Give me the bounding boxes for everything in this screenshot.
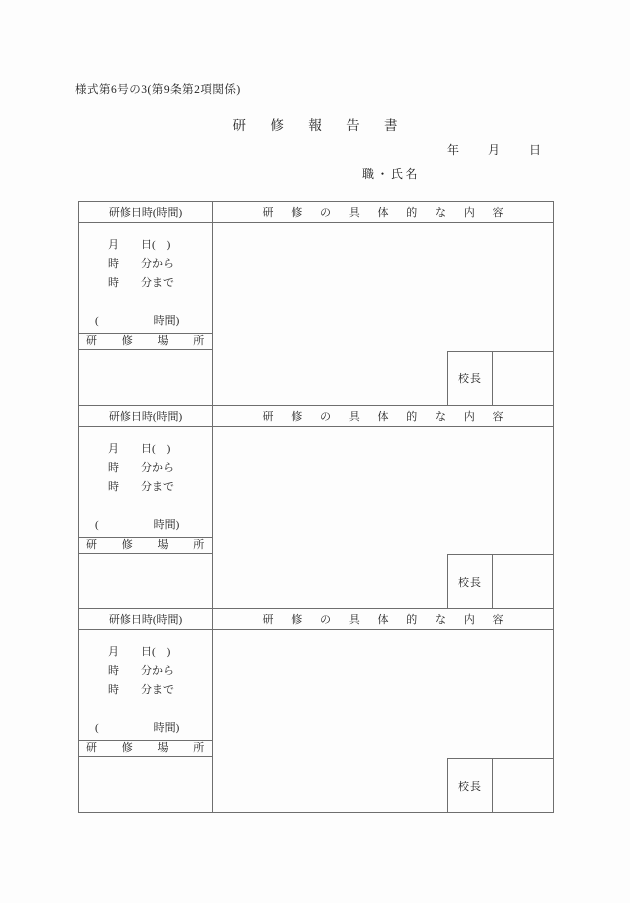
training-place-label: 研 修 場 所 [79,334,212,350]
report-section-3 [79,608,553,812]
training-content-header: 研 修 の 具 体 的 な 内 容 [262,207,504,219]
training-content-cell [213,630,553,812]
principal-stamp-cell [493,352,553,405]
month-day-line: 月 日( ) [108,239,171,251]
principal-stamp-cell [493,759,553,812]
section-header-row [79,609,553,630]
section-header-row [79,406,553,427]
time-to-line: 時 分まで [108,684,174,697]
principal-approval-box [447,758,553,812]
training-content-header: 研 修 の 具 体 的 な 内 容 [262,410,504,423]
datetime-column [79,630,213,812]
training-content-header: 研 修 の 具 体 的 な 内 容 [262,614,504,627]
principal-approval-box [447,351,553,405]
time-from-line: 時 分から [108,665,174,678]
report-section-2 [79,405,553,609]
month-day-line: 月 日( ) [108,646,171,659]
report-section-1 [79,202,553,405]
training-datetime-cell [79,630,212,741]
principal-approval-box [447,554,553,608]
total-hours-line: ( 時間) [95,315,180,327]
training-place-label: 研 修 場 所 [79,538,212,554]
principal-label: 校長 [448,759,493,812]
principal-stamp-cell [493,555,553,608]
section-body [79,427,553,609]
time-to-line: 時 分まで [108,277,174,289]
section-body [79,630,553,812]
training-content-cell [213,223,553,405]
training-place-cell [79,350,212,405]
report-table [78,201,554,813]
month-day-line: 月 日( ) [108,442,171,455]
training-place-label: 研 修 場 所 [79,741,212,757]
principal-label: 校長 [448,555,493,608]
training-place-cell [79,757,212,812]
datetime-column [79,223,213,405]
training-datetime-header: 研修日時(時間) [79,406,213,426]
total-hours-line: ( 時間) [95,518,180,531]
form-number-label: 様式第6号の3(第9条第2項関係) [75,84,241,96]
date-placeholder-line: 年 月 日 [447,143,542,157]
training-datetime-cell [79,427,212,538]
training-content-cell [213,427,553,609]
section-header-row [79,202,553,223]
time-from-line: 時 分から [108,258,174,270]
training-place-cell [79,554,212,609]
time-from-line: 時 分から [108,461,174,474]
training-datetime-header: 研修日時(時間) [79,202,213,222]
datetime-column [79,427,213,609]
training-datetime-header: 研修日時(時間) [79,609,213,629]
training-datetime-cell [79,223,212,334]
total-hours-line: ( 時間) [95,722,180,735]
page-title: 研 修 報 告 書 [232,118,398,133]
section-body [79,223,553,405]
position-name-label: 職・氏名 [362,167,421,181]
principal-label: 校長 [448,352,493,405]
time-to-line: 時 分まで [108,480,174,493]
